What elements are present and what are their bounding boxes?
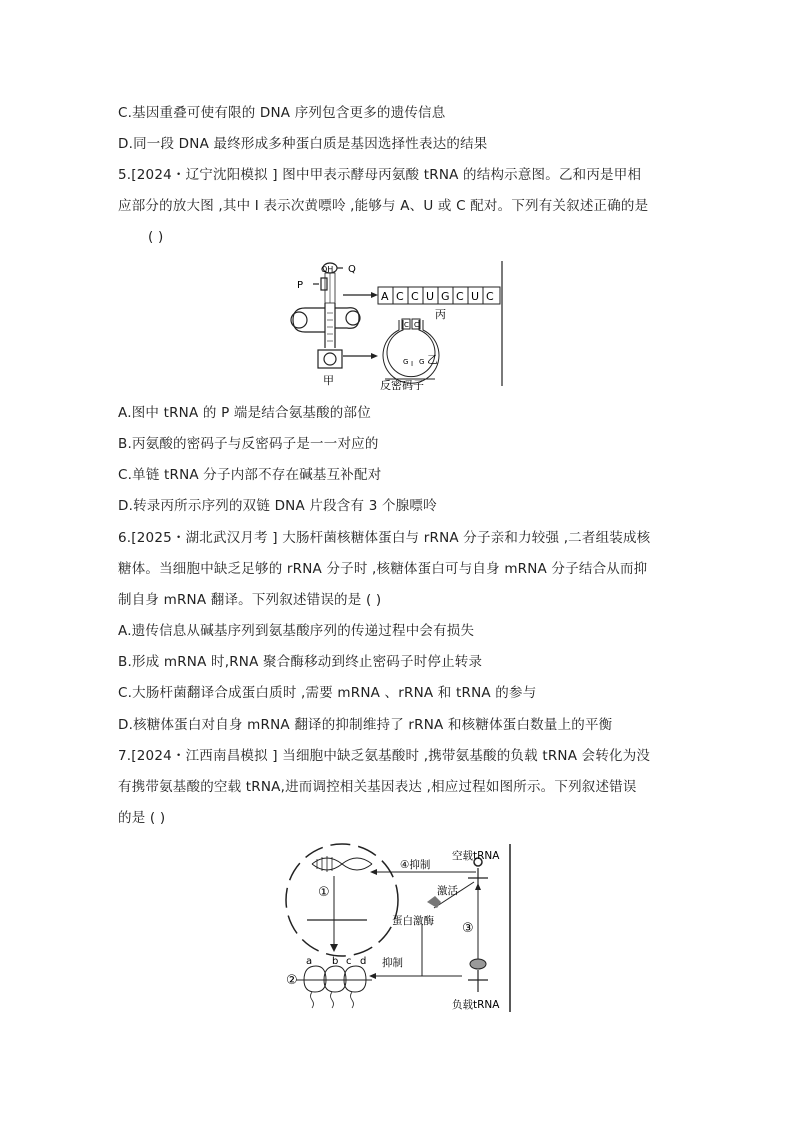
loop-letter: I [411, 360, 414, 368]
loop-letter: C [404, 321, 409, 329]
loaded-trna-label: 负载tRNA [452, 999, 500, 1011]
question-5-stem-cont: 应部分的放大图 ,其中 I 表示次黄嘌呤 ,能够与 A、U 或 C 配对。下列有关叙述正确的是 [118, 198, 649, 214]
bing-sequence [378, 287, 500, 321]
seq-base: C [456, 290, 464, 303]
bing-label: 丙 [435, 308, 446, 321]
yi-anticodon-loop [383, 319, 439, 383]
ribosome-letter: c [346, 956, 352, 967]
activate-label: 激活 [437, 885, 458, 897]
seq-base: C [486, 290, 494, 303]
loop-letter: C [414, 321, 419, 329]
option-d-q4: D.同一段 DNA 最终形成多种蛋白质是基因选择性表达的结果 [118, 136, 488, 152]
seq-base: U [426, 290, 435, 303]
option-c-q5: C.单链 tRNA 分子内部不存在碱基互补配对 [118, 467, 382, 483]
kinase-label: 蛋白激酶 [392, 915, 434, 927]
step-3-label: ③ [462, 921, 474, 936]
step-1-label: ① [318, 885, 330, 900]
question-6-stem-end: 制自身 mRNA 翻译。下列叙述错误的是 ( ) [118, 592, 382, 608]
ribosome-letter: d [360, 956, 367, 967]
option-d-q6: D.核糖体蛋白对自身 mRNA 翻译的抑制维持了 rRNA 和核糖体蛋白数量上的平衡 [118, 717, 613, 733]
yi-label: 乙 [427, 353, 438, 366]
option-b-q6: B.形成 mRNA 时,RNA 聚合酶移动到终止密码子时停止转录 [118, 654, 483, 670]
question-6-stem-cont: 糖体。当细胞中缺乏足够的 rRNA 分子时 ,核糖体蛋白可与自身 mRNA 分子结合从而抑 [118, 561, 648, 577]
p-label: P [297, 280, 304, 291]
seq-base: C [411, 290, 419, 303]
seq-base: U [471, 290, 480, 303]
question-6-stem: 6.[2025・湖北武汉月考 ] 大肠杆菌核糖体蛋白与 rRNA 分子亲和力较强 ,二者组装成核 [118, 530, 651, 546]
option-c-q4: C.基因重叠可使有限的 DNA 序列包含更多的遗传信息 [118, 105, 446, 121]
loop-letter: G [419, 358, 425, 366]
trna-structure-figure [285, 258, 510, 390]
option-c-q6: C.大肠杆菌翻译合成蛋白质时 ,需要 mRNA 、rRNA 和 tRNA 的参与 [118, 685, 537, 701]
option-d-q5: D.转录丙所示序列的双链 DNA 片段含有 3 个腺嘌呤 [118, 498, 437, 514]
loop-letter: G [403, 358, 409, 366]
option-a-q5: A.图中 tRNA 的 P 端是结合氨基酸的部位 [118, 405, 371, 421]
ribosome-letter: b [332, 956, 339, 967]
jia-label: 甲 [323, 374, 334, 387]
oh-label: OH [321, 265, 334, 274]
ribosome-letter: a [306, 956, 313, 967]
question-7-stem-cont: 有携带氨基酸的空载 tRNA,进而调控相关基因表达 ,相应过程如图所示。下列叙述错误 [118, 779, 637, 795]
question-7-stem-end: 的是 ( ) [118, 810, 166, 826]
question-5-stem: 5.[2024・辽宁沈阳模拟 ] 图中甲表示酵母丙氨酸 tRNA 的结构示意图。乙和丙是甲相 [118, 167, 642, 183]
option-a-q6: A.遗传信息从碱基序列到氨基酸序列的传递过程中会有损失 [118, 623, 475, 639]
trna-regulation-figure [282, 842, 518, 1014]
option-b-q5: B.丙氨酸的密码子与反密码子是一一对应的 [118, 436, 379, 452]
step-2-label: ② [286, 973, 298, 988]
seq-base: G [441, 290, 450, 303]
inhibit-4-label: ④抑制 [400, 859, 431, 871]
q-label: Q [348, 264, 356, 275]
empty-trna-label: 空载tRNA [452, 850, 500, 862]
anticodon-label: 反密码子 [380, 379, 424, 390]
answer-bracket-q5: ( ) [148, 229, 164, 245]
question-7-stem: 7.[2024・江西南昌模拟 ] 当细胞中缺乏氨基酸时 ,携带氨基酸的负载 tRNA 会转化为没 [118, 748, 651, 764]
inhibit-label: 抑制 [382, 957, 403, 969]
seq-base: A [381, 290, 389, 303]
seq-base: C [396, 290, 404, 303]
